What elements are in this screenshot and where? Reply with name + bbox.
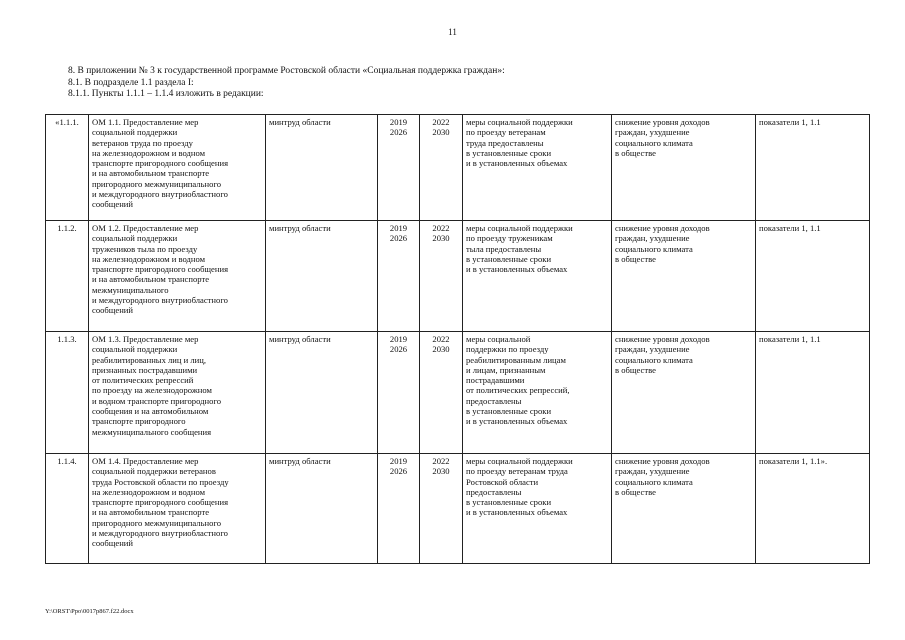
related-indicators: показатели 1, 1.1». [756, 454, 870, 564]
start-year: 2019 2026 [378, 332, 420, 454]
expected-result: меры социальной поддержки по проезду реабилитированным лицам и лицам, признанным пострадавшими от политических репрессий, предоставлены в установленные сроки и в установленных объемах [463, 332, 612, 454]
document-file-path: Y:\ORST\Ppo\0017p867.f22.docx [45, 608, 134, 615]
amendment-line: 8.1. В подразделе 1.1 раздела I: [68, 77, 194, 88]
page-number: 11 [448, 27, 457, 37]
table-row [46, 115, 870, 221]
amendment-line: 8.1.1. Пункты 1.1.1 – 1.1.4 изложить в редакции: [68, 89, 264, 99]
table-row [46, 332, 870, 454]
measure-name: ОМ 1.2. Предоставление мер социальной поддержки тружеников тыла по проезду на железнодорожном и водном транспорте пригородного сообщения и на автомобильном транспорте межмуниципального и междугородного внутриобластного сообщений [89, 221, 266, 332]
executor: минтруд области [266, 454, 378, 564]
amendment-intro [68, 66, 505, 101]
related-indicators: показатели 1, 1.1 [756, 115, 870, 221]
measure-name: ОМ 1.3. Предоставление мер социальной поддержки реабилитированных лиц и лиц, признанных пострадавшими от политических репрессий по проезду на железнодорожном и водном транспорте пригородного сообщения и на автомобильном транспорте пригородного межмуниципального сообщения [89, 332, 266, 454]
expected-result: меры социальной поддержки по проезду труженикам тыла предоставлены в установленные сроки и в установленных объемах [463, 221, 612, 332]
expected-result: меры социальной поддержки по проезду ветеранам труда Ростовской области предоставлены в установленные сроки и в установленных объемах [463, 454, 612, 564]
measure-name: ОМ 1.4. Предоставление мер социальной поддержки ветеранов труда Ростовской области по проезду на железнодорожном и водном транспорте пригородного сообщения и на автомобильном транспорте пригородного межмуниципального и междугородного внутриобластного сообщений [89, 454, 266, 564]
non-implementation-consequences: снижение уровня доходов граждан, ухудшение социального климата в обществе [612, 221, 756, 332]
non-implementation-consequences: снижение уровня доходов граждан, ухудшение социального климата в обществе [612, 454, 756, 564]
non-implementation-consequences: снижение уровня доходов граждан, ухудшение социального климата в обществе [612, 332, 756, 454]
end-year: 2022 2030 [420, 454, 463, 564]
end-year: 2022 2030 [420, 221, 463, 332]
start-year: 2019 2026 [378, 454, 420, 564]
table-row [46, 221, 870, 332]
start-year: 2019 2026 [378, 115, 420, 221]
item-number: 1.1.4. [46, 454, 89, 564]
executor: минтруд области [266, 332, 378, 454]
measure-name: ОМ 1.1. Предоставление мер социальной поддержки ветеранов труда по проезду на железнодорожном и водном транспорте пригородного сообщения и на автомобильном транспорте пригородного межмуниципального и междугородного внутриобластного сообщений [89, 115, 266, 221]
amendment-line: 8. В приложении № 3 к государственной программе Ростовской области «Социальная поддержка граждан»: [68, 66, 505, 76]
item-number: 1.1.3. [46, 332, 89, 454]
expected-result: меры социальной поддержки по проезду ветеранам труда предоставлены в установленные сроки и в установленных объемах [463, 115, 612, 221]
table-row [46, 454, 870, 564]
end-year: 2022 2030 [420, 115, 463, 221]
item-number: 1.1.2. [46, 221, 89, 332]
related-indicators: показатели 1, 1.1 [756, 221, 870, 332]
executor: минтруд области [266, 115, 378, 221]
end-year: 2022 2030 [420, 332, 463, 454]
non-implementation-consequences: снижение уровня доходов граждан, ухудшение социального климата в обществе [612, 115, 756, 221]
programme-table [45, 114, 870, 564]
executor: минтруд области [266, 221, 378, 332]
item-number: «1.1.1. [46, 115, 89, 221]
related-indicators: показатели 1, 1.1 [756, 332, 870, 454]
start-year: 2019 2026 [378, 221, 420, 332]
